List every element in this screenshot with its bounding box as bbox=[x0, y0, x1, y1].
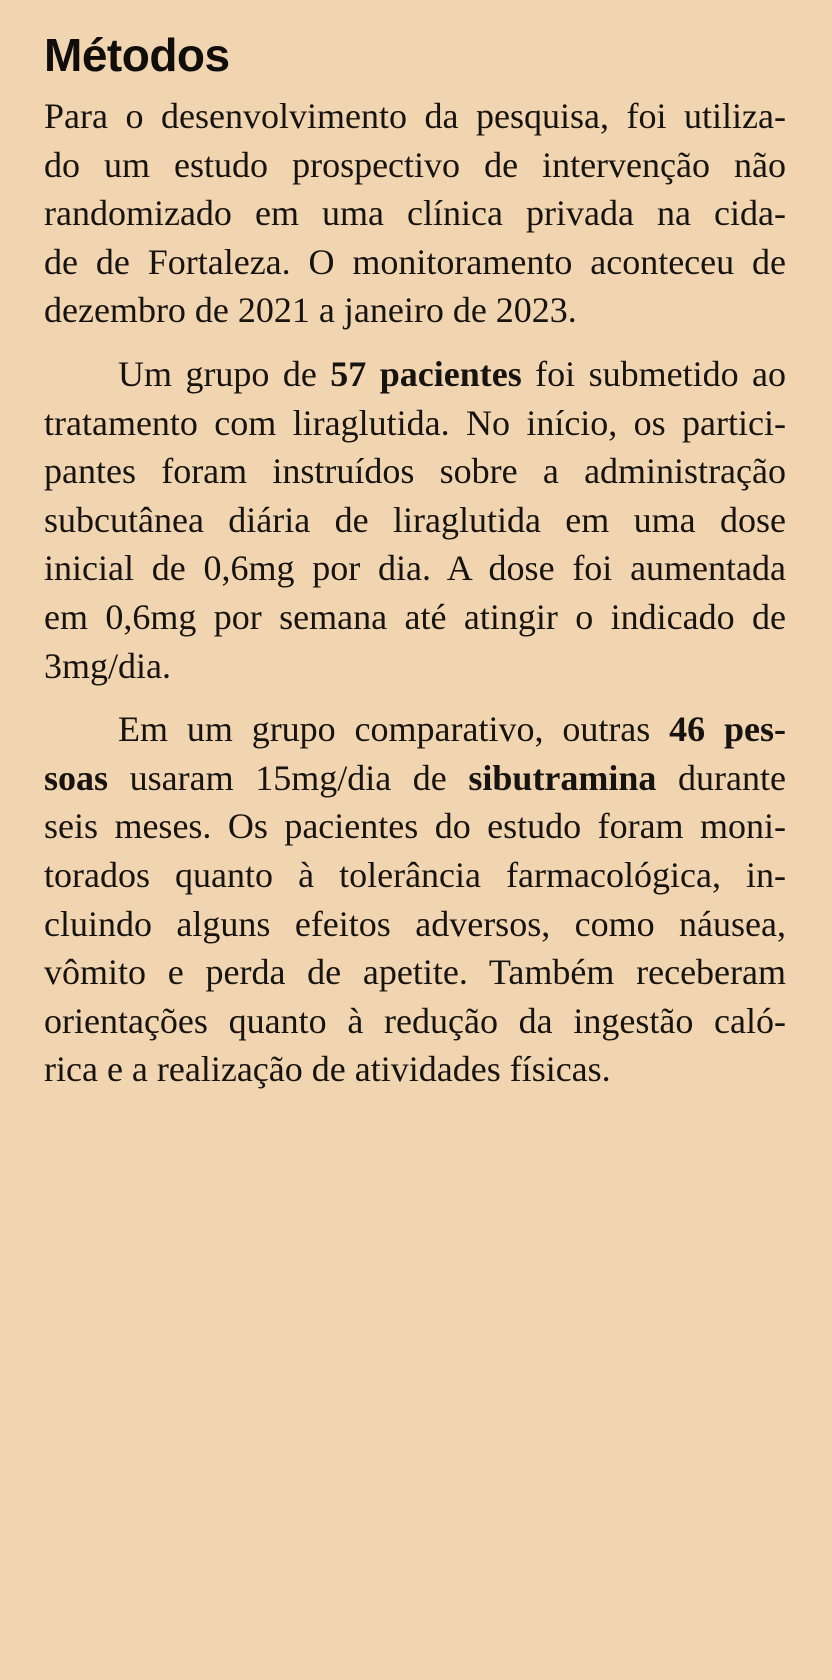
text-run: usaram 15mg/dia de bbox=[108, 757, 469, 798]
text-line bbox=[44, 802, 786, 851]
text-line bbox=[44, 350, 786, 399]
text-run-bold: 57 pacientes bbox=[330, 353, 522, 394]
text-run-bold: 46 pes- bbox=[669, 709, 787, 750]
text-line bbox=[44, 141, 786, 190]
text-run: em 0,6mg por semana até atingir o indicado de bbox=[44, 596, 786, 637]
text-line bbox=[44, 496, 786, 545]
text-line bbox=[44, 593, 786, 642]
text-run: Em um grupo comparativo, outras bbox=[118, 709, 670, 750]
text-run: 3mg/dia. bbox=[44, 645, 171, 686]
article-body bbox=[44, 92, 786, 1094]
text-run-bold: sibutramina bbox=[468, 757, 657, 798]
text-run-bold: soas bbox=[44, 757, 109, 798]
text-line bbox=[44, 399, 786, 448]
text-line bbox=[44, 754, 786, 803]
text-line bbox=[44, 948, 786, 997]
text-line bbox=[44, 447, 786, 496]
text-line bbox=[44, 642, 786, 691]
text-run: randomizado em uma clínica privada na cida- bbox=[44, 193, 786, 234]
text-run: dezembro de 2021 a janeiro de 2023. bbox=[44, 290, 577, 331]
text-run: pantes foram instruídos sobre a administração bbox=[44, 451, 786, 492]
text-run: orientações quanto à redução da ingestão caló- bbox=[44, 1000, 786, 1041]
text-run: torados quanto à tolerância farmacológica, in- bbox=[44, 854, 786, 895]
text-run: Para o desenvolvimento da pesquisa, foi utiliza- bbox=[44, 96, 786, 136]
paragraph bbox=[44, 705, 786, 1094]
text-run: seis meses. Os pacientes do estudo foram moni- bbox=[44, 806, 786, 847]
text-line bbox=[44, 851, 786, 900]
section-heading: Métodos bbox=[44, 29, 230, 81]
text-run: Um grupo de bbox=[118, 353, 331, 394]
text-run: rica e a realização de atividades físicas. bbox=[44, 1049, 611, 1090]
text-line bbox=[44, 544, 786, 593]
text-line bbox=[44, 997, 786, 1046]
text-line bbox=[44, 900, 786, 949]
text-run: subcutânea diária de liraglutida em uma dose bbox=[44, 499, 786, 540]
text-run: do um estudo prospectivo de intervenção não bbox=[44, 144, 786, 185]
text-run: foi submetido ao bbox=[521, 353, 787, 394]
text-line bbox=[44, 92, 786, 141]
text-run: vômito e perda de apetite. Também receberam bbox=[44, 952, 786, 993]
text-line bbox=[44, 238, 786, 287]
paragraph bbox=[44, 92, 786, 335]
text-run: de de Fortaleza. O monitoramento aconteceu de bbox=[44, 241, 786, 282]
text-line bbox=[44, 286, 786, 335]
text-line bbox=[44, 189, 786, 238]
text-run: tratamento com liraglutida. No início, os partici- bbox=[44, 402, 786, 443]
text-line bbox=[44, 1045, 786, 1094]
text-run: cluindo alguns efeitos adversos, como náusea, bbox=[44, 903, 786, 944]
text-run: durante bbox=[656, 757, 786, 798]
paragraph bbox=[44, 350, 786, 690]
text-run: inicial de 0,6mg por dia. A dose foi aumentada bbox=[44, 548, 786, 589]
text-line bbox=[44, 705, 786, 754]
